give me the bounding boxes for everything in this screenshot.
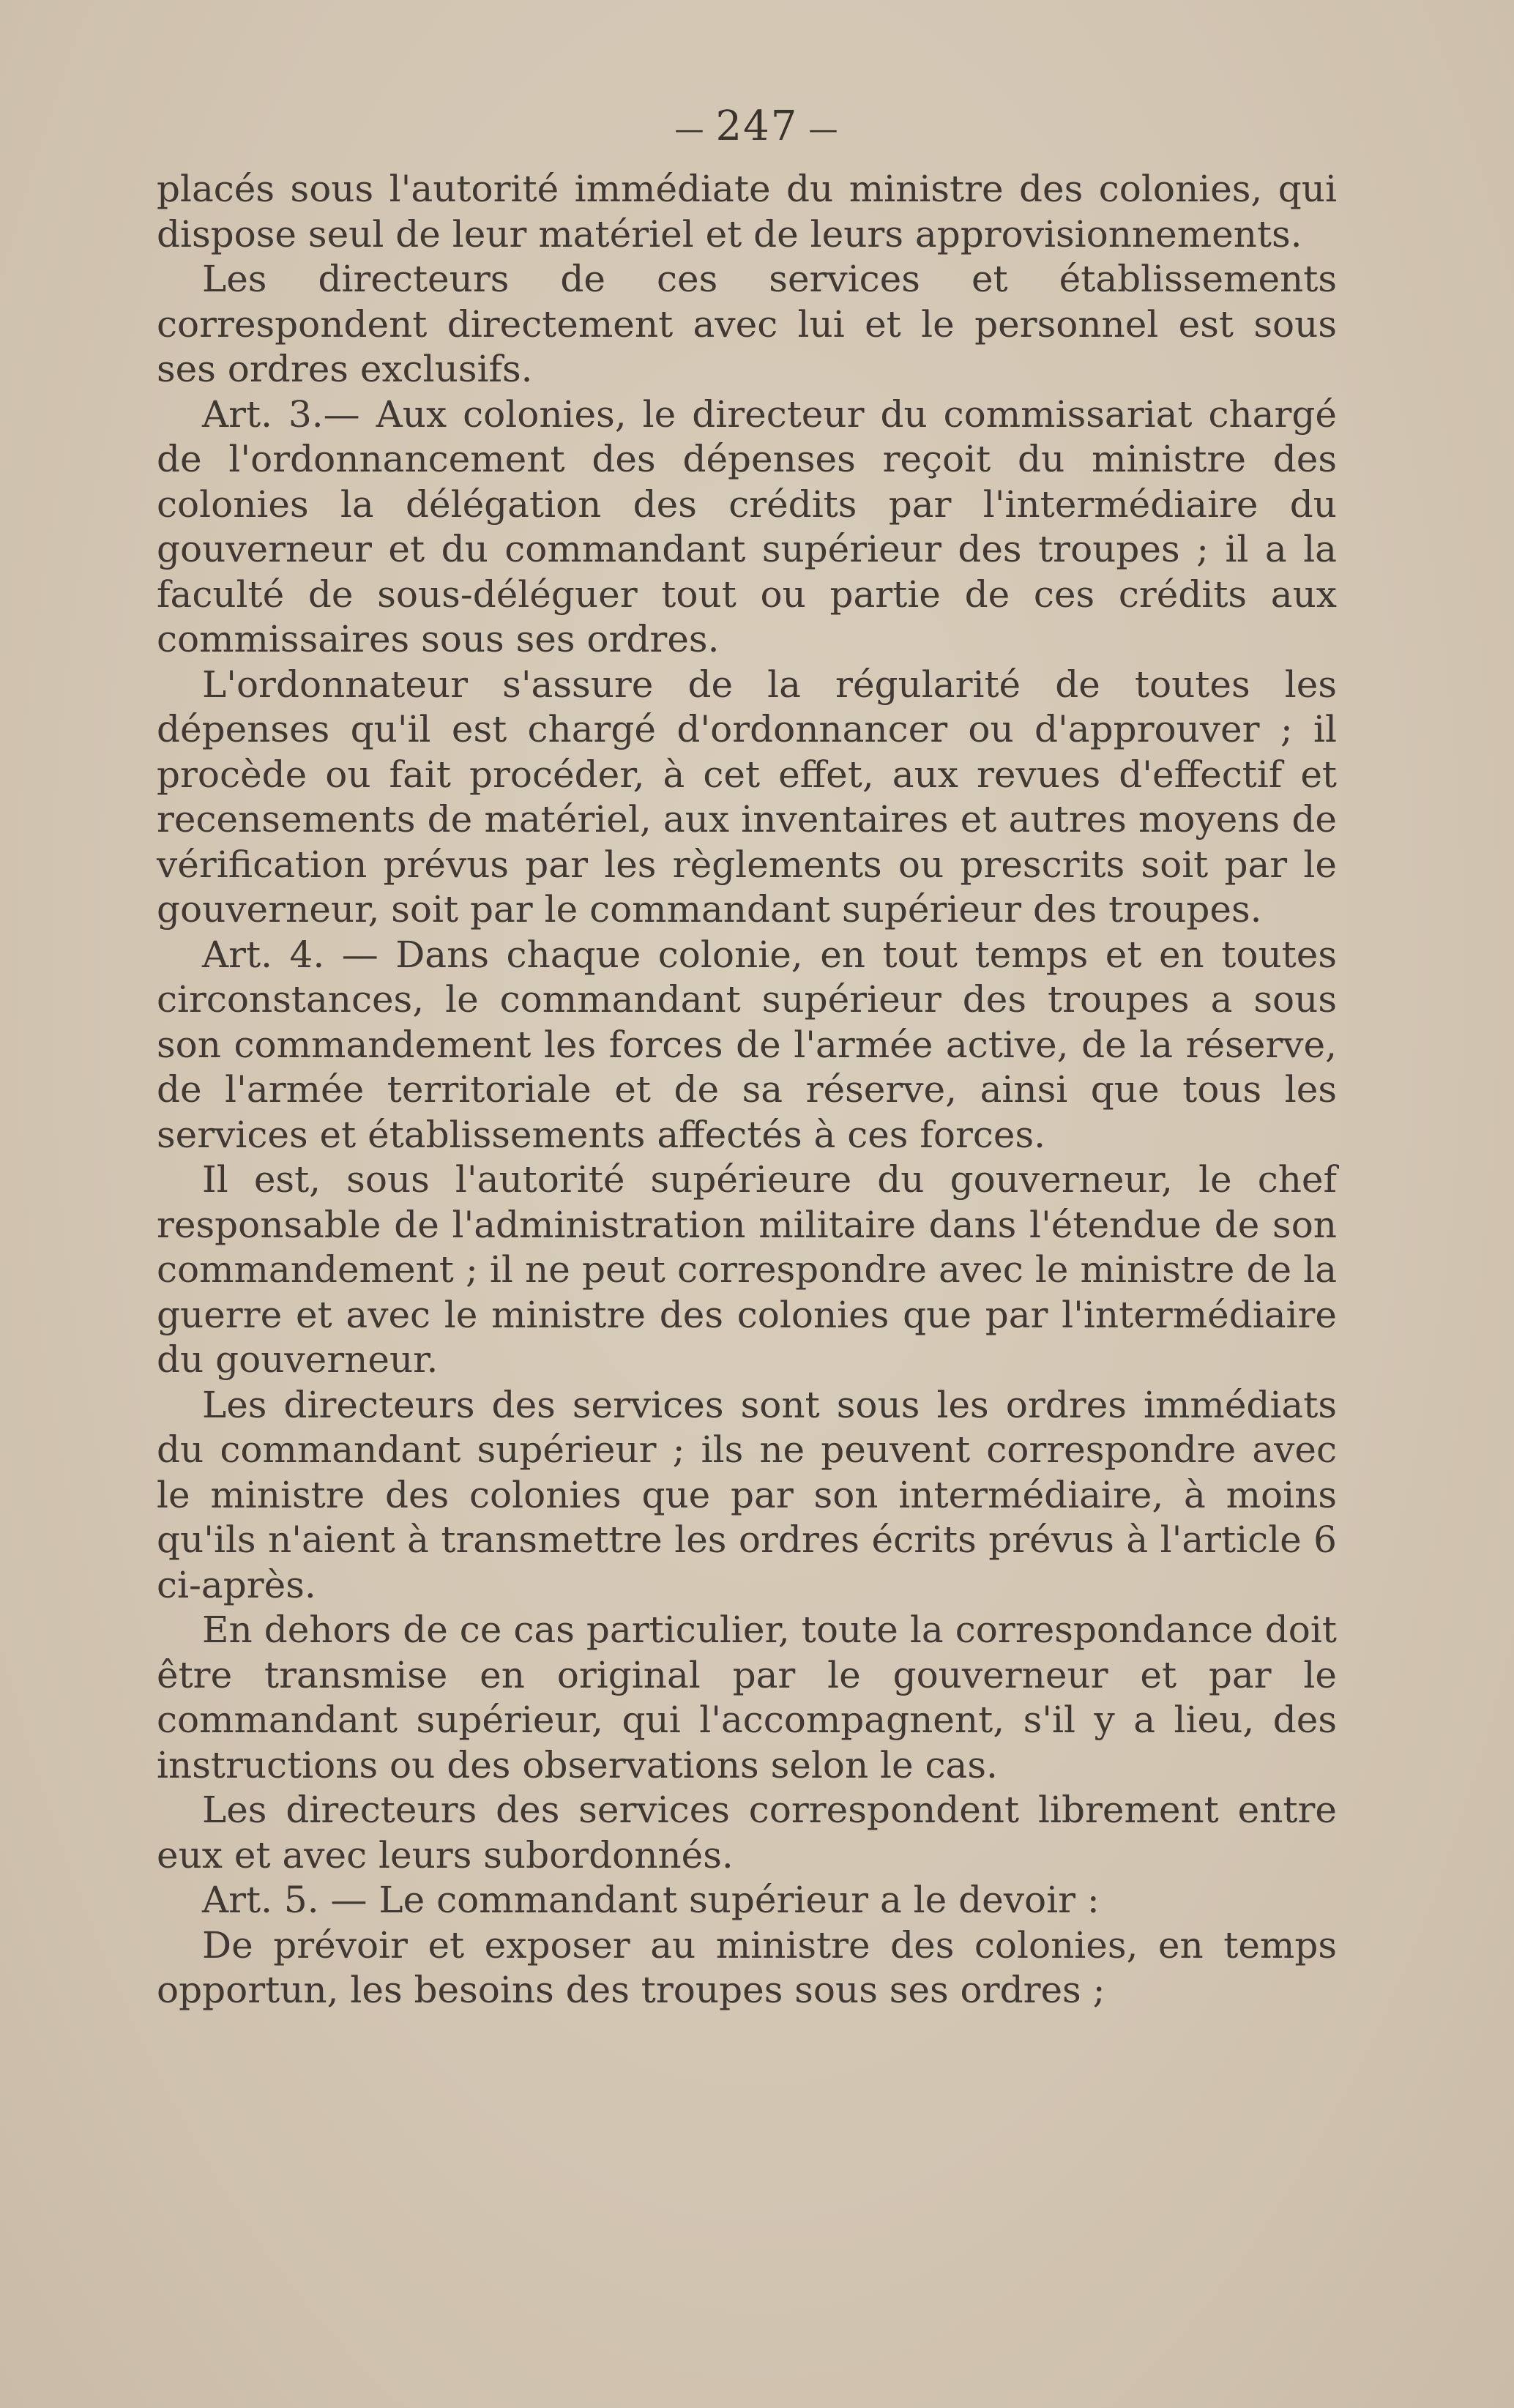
page-number-dash-left: — xyxy=(674,112,706,146)
paragraph-directeurs-services: Les directeurs des services sont sous les ordres immédiats du commandant supérieur ; ils ne peuvent correspondre avec le ministre des colonies que par son intermédiaire, à moins qu'ils n'aient à transmettre les ordres écrits prévus à l'article 6 ci-après. xyxy=(157,1383,1337,1606)
article-4: Art. 4. — Dans chaque colonie, en tout temps et en toutes circonstances, le commandant supérieur des troupes a sous son commandement les forces de l'armée active, de la réserve, de l'armée territoriale et de sa réserve, ainsi que tous les services et établissements affectés à ces forces. xyxy=(157,933,1337,1156)
paragraph-ordonnateur: L'ordonnateur s'assure de la régularité de toutes les dépenses qu'il est chargé d'ordonnancer ou d'approuver ; il procède ou fait procéder, à cet effet, aux revues d'effectif et recensements de matériel, aux inventaires et autres moyens de vérification prévus par les règlements ou prescrits soit par le gouverneur, soit par le commandant supérieur des troupes. xyxy=(157,663,1337,931)
paragraph-continuation: placés sous l'autorité immédiate du ministre des colonies, qui dispose seul de leur matériel et de leurs approvisionnements. xyxy=(157,168,1337,256)
article-3: Art. 3.— Aux colonies, le directeur du commissariat chargé de l'ordonnancement des dépenses reçoit du ministre des colonies la délégation des crédits par l'intermédiaire du gouverneur et du commandant supérieur des troupes ; il a la faculté de sous-déléguer tout ou partie de ces crédits aux commissaires sous ses ordres. xyxy=(157,392,1337,660)
body-text xyxy=(157,167,1337,2013)
paragraph-directeurs: Les directeurs de ces services et établissements correspondent directement avec lui et le personnel est sous ses ordres exclusifs. xyxy=(157,258,1337,390)
article-5: Art. 5. — Le commandant supérieur a le devoir : xyxy=(202,1879,1100,1921)
page-number-dash-right: — xyxy=(808,112,840,146)
paragraph-subordonnes: Les directeurs des services correspondent librement entre eux et avec leurs subordonnés. xyxy=(157,1789,1337,1876)
paragraph-chef-responsable: Il est, sous l'autorité supérieure du gouverneur, le chef responsable de l'administration militaire dans l'étendue de son commandement ; il ne peut correspondre avec le ministre de la guerre et avec le ministre des colonies que par l'intermédiaire du gouverneur. xyxy=(157,1158,1337,1381)
paragraph-besoins: De prévoir et exposer au ministre des colonies, en temps opportun, les besoins des troupes sous ses ordres ; xyxy=(157,1923,1337,2011)
page-number xyxy=(0,102,1514,150)
paragraph-correspondance: En dehors de ce cas particulier, toute la correspondance doit être transmise en original par le gouverneur et par le commandant supérieur, qui l'accompagnent, s'il y a lieu, des instructions ou des observations selon le cas. xyxy=(157,1609,1337,1786)
page-number-value: 247 xyxy=(715,102,799,150)
